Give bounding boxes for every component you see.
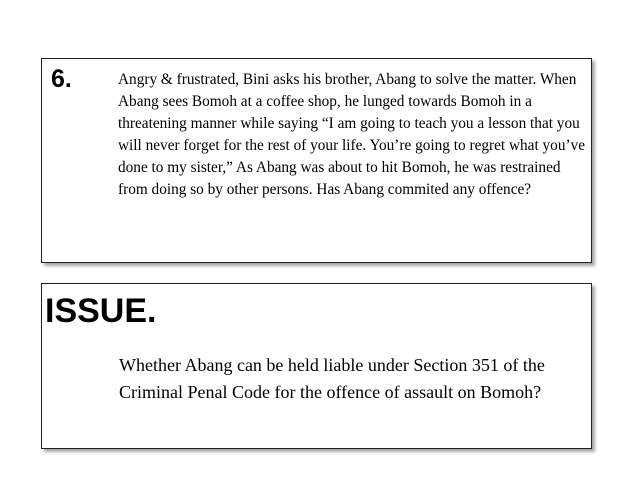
question-box: [41, 58, 592, 263]
question-number: 6.: [51, 65, 72, 93]
question-text: Angry & frustrated, Bini asks his brother, Abang to solve the matter. When Abang sees Bomoh at a coffee shop, he lunged towards Bomoh in a threatening manner while saying “I am going to teach you a lesson that you will never forget for the rest of your life. You’re going to regret what you’ve done to my sister,” As Abang was about to hit Bomoh, he was restrained from doing so by other persons. Has Abang commited any offence?: [118, 71, 585, 198]
issue-text: Whether Abang can be held liable under Section 351 of the Criminal Penal Code for the offence of assault on Bomoh?: [119, 355, 545, 402]
issue-box: [41, 283, 592, 449]
issue-heading: ISSUE.: [45, 292, 157, 330]
